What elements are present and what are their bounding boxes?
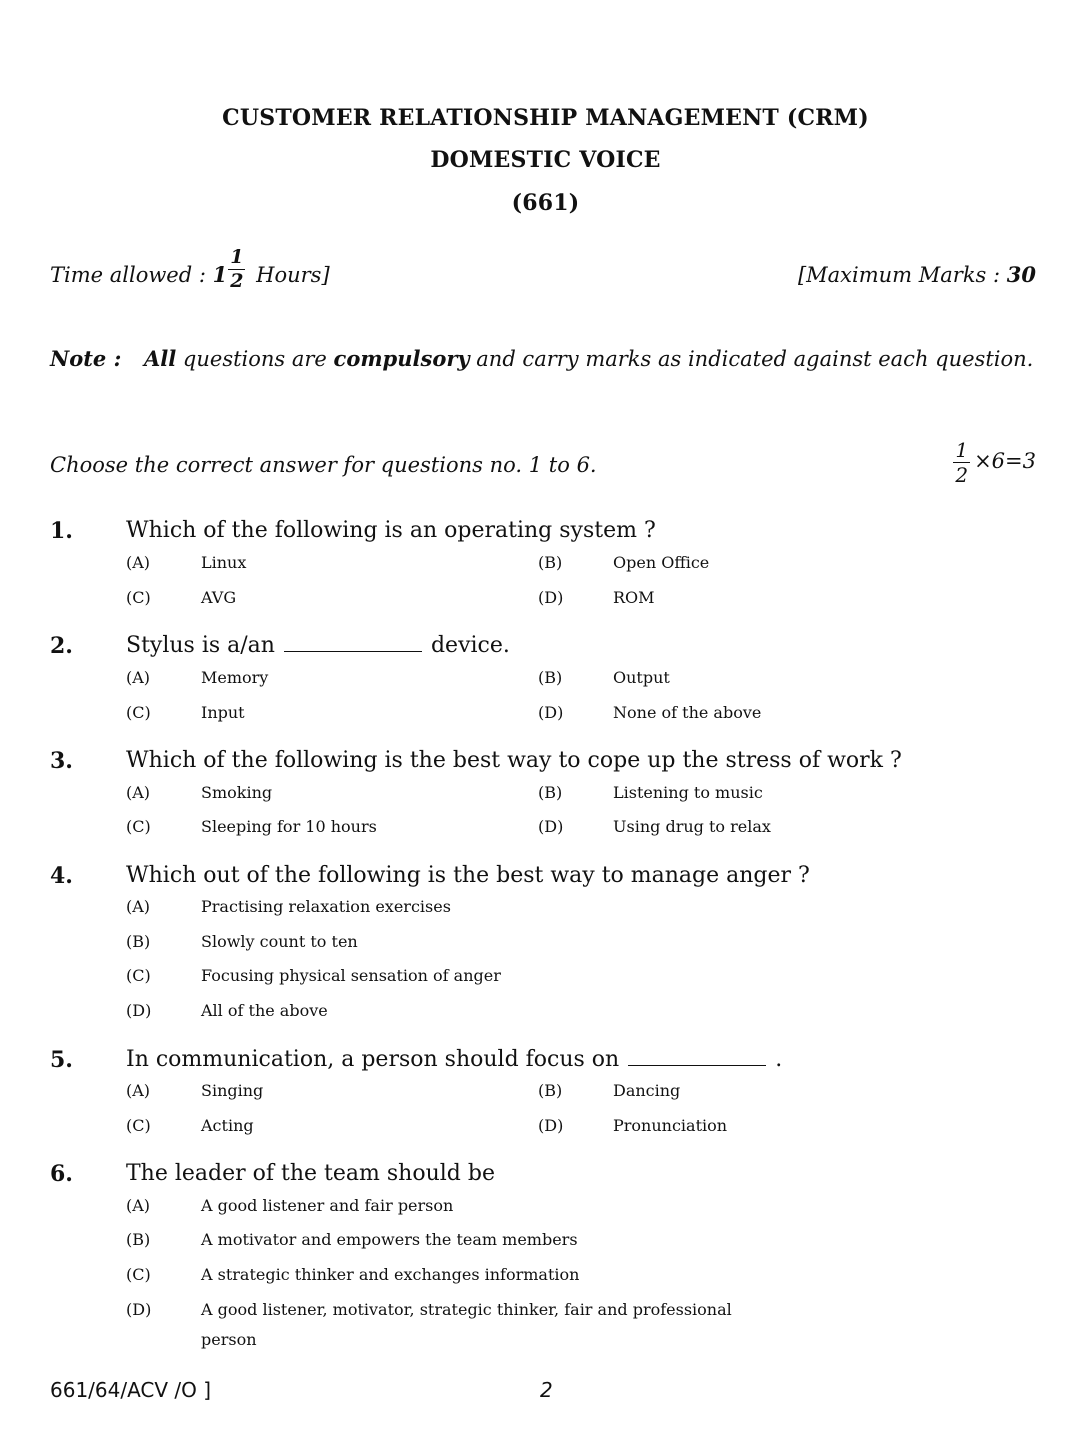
max-marks-value: 30 — [1006, 262, 1036, 287]
question-number: 2. — [50, 633, 73, 659]
question-text: Which out of the following is the best way to manage anger ? — [126, 863, 810, 888]
question-text: Which of the following is the best way to cope up the stress of work ? — [126, 748, 902, 773]
subject-code: (661) — [511, 190, 580, 216]
question-text: The leader of the team should be — [126, 1161, 495, 1186]
answer-blank — [284, 633, 422, 652]
exam-meta — [50, 248, 1036, 308]
paper-code: 661/64/ACV /O ] — [50, 1378, 212, 1402]
instruction-text: Choose the correct answer for questions no. 1 to 6. — [50, 453, 597, 477]
question-number: 1. — [50, 518, 73, 544]
maximum-marks: [Maximum Marks : 30 — [797, 262, 1036, 287]
marks-fraction: $\frac{1}{2}$ — [955, 438, 969, 487]
answer-blank — [628, 1047, 766, 1066]
time-whole: 1 — [212, 262, 228, 287]
question-text: Which of the following is an operating system ? — [126, 518, 656, 543]
section-instruction — [50, 440, 1036, 500]
question-text: Stylus is a/an device. — [126, 633, 510, 658]
question-number: 4. — [50, 863, 73, 889]
time-fraction: $\frac{1}{2}$ — [230, 246, 244, 292]
page-number: 2 — [540, 1378, 553, 1402]
note-body: All questions are compulsory and carry marks as indicated against each question. — [144, 346, 1034, 371]
note-label: Note : — [50, 346, 122, 371]
exam-subtitle: DOMESTIC VOICE — [430, 147, 661, 173]
question-number: 5. — [50, 1047, 73, 1073]
question-number: 3. — [50, 748, 73, 774]
time-allowed: Time allowed : 1 $\frac{1}{2}$ Hours] — [50, 246, 330, 292]
note — [50, 340, 1040, 378]
exam-title: CUSTOMER RELATIONSHIP MANAGEMENT (CRM) — [222, 105, 869, 131]
option-d-continuation: person — [201, 1330, 257, 1349]
question-number: 6. — [50, 1161, 73, 1187]
section-marks: $\frac{1}{2}$ ×6=3 — [955, 438, 1036, 487]
question-text: In communication, a person should focus on . — [126, 1047, 783, 1072]
